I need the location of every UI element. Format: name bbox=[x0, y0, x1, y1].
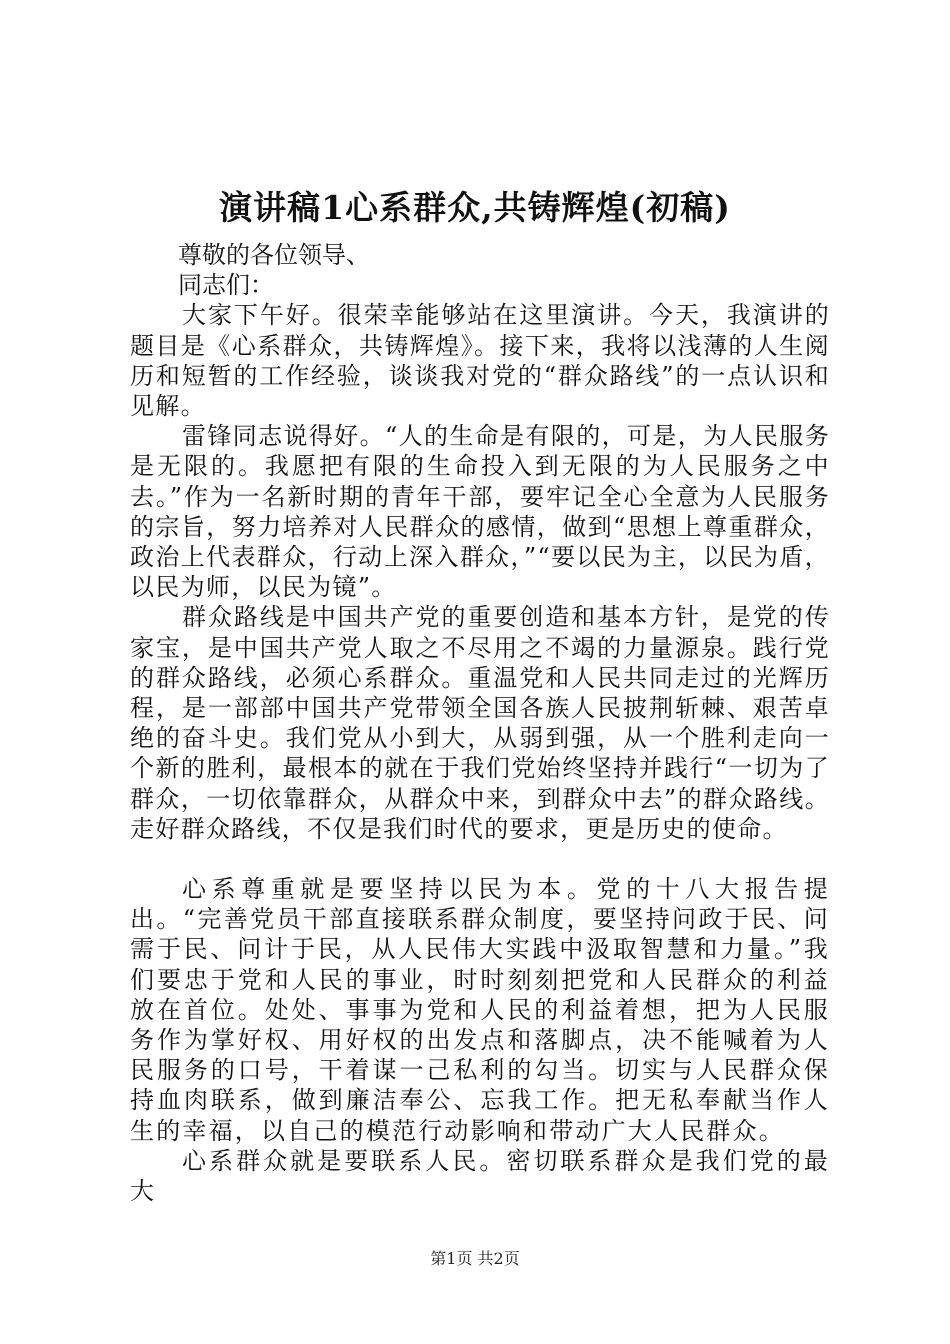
document-title: 演讲稿1心系群众,共铸辉煌(初稿) bbox=[219, 188, 731, 227]
paragraph-5: 心系群众就是要联系人民。密切联系群众是我们党的最大 bbox=[130, 1146, 830, 1206]
paragraph-spacer bbox=[130, 844, 830, 874]
paragraph-1: 大家下午好。很荣幸能够站在这里演讲。今天，我演讲的题目是《心系群众，共铸辉煌》。接下来，我将以浅薄的人生阅历和短暂的工作经验，谈谈我对党的“群众路线”的一点认识和见解。 bbox=[130, 301, 830, 421]
paragraph-3: 群众路线是中国共产党的重要创造和基本方针，是党的传家宝，是中国共产党人取之不尽用之不竭的力量源泉。践行党的群众路线，必须心系群众。重温党和人民共同走过的光辉历程，是一部部中国共产党带领全国各族人民披荆斩棘、艰苦卓绝的奋斗史。我们党从小到大，从弱到强，从一个胜利走向一个新的胜利，最根本的就在于我们党始终坚持并践行“一切为了群众，一切依靠群众，从群众中来，到群众中去”的群众路线。走好群众路线，不仅是我们时代的要求，更是历史的使命。 bbox=[130, 603, 830, 843]
salutation-line-2: 同志们： bbox=[178, 271, 274, 300]
page-number-footer: 第1页 共2页 bbox=[430, 1249, 520, 1268]
paragraph-4: 心系尊重就是要坚持以民为本。党的十八大报告提出。“完善党员干部直接联系群众制度，要坚持问政于民、问需于民、问计于民，从人民伟大实践中汲取智慧和力量。”我们要忠于党和人民的事业，时时刻刻把党和人民群众的利益放在首位。处处、事事为党和人民的利益着想，把为人民服务作为掌好权、用好权的出发点和落脚点，决不能喊着为人民服务的口号，干着谋一己私利的勾当。切实与人民群众保持血肉联系，做到廉洁奉公、忘我工作。把无私奉献当作人生的幸福，以自己的模范行动影响和带动广大人民群众。 bbox=[130, 875, 830, 1145]
document-body bbox=[130, 240, 830, 1206]
salutation-line-1: 尊敬的各位领导、 bbox=[178, 241, 370, 269]
paragraph-2: 雷锋同志说得好。“人的生命是有限的，可是，为人民服务是无限的。我愿把有限的生命投入到无限的为人民服务之中去。”作为一名新时期的青年干部，要牢记全心全意为人民服务的宗旨，努力培养对人民群众的感情，做到“思想上尊重群众，政治上代表群众，行动上深入群众，”“要以民为主，以民为盾，以民为师，以民为镜”。 bbox=[130, 422, 830, 602]
